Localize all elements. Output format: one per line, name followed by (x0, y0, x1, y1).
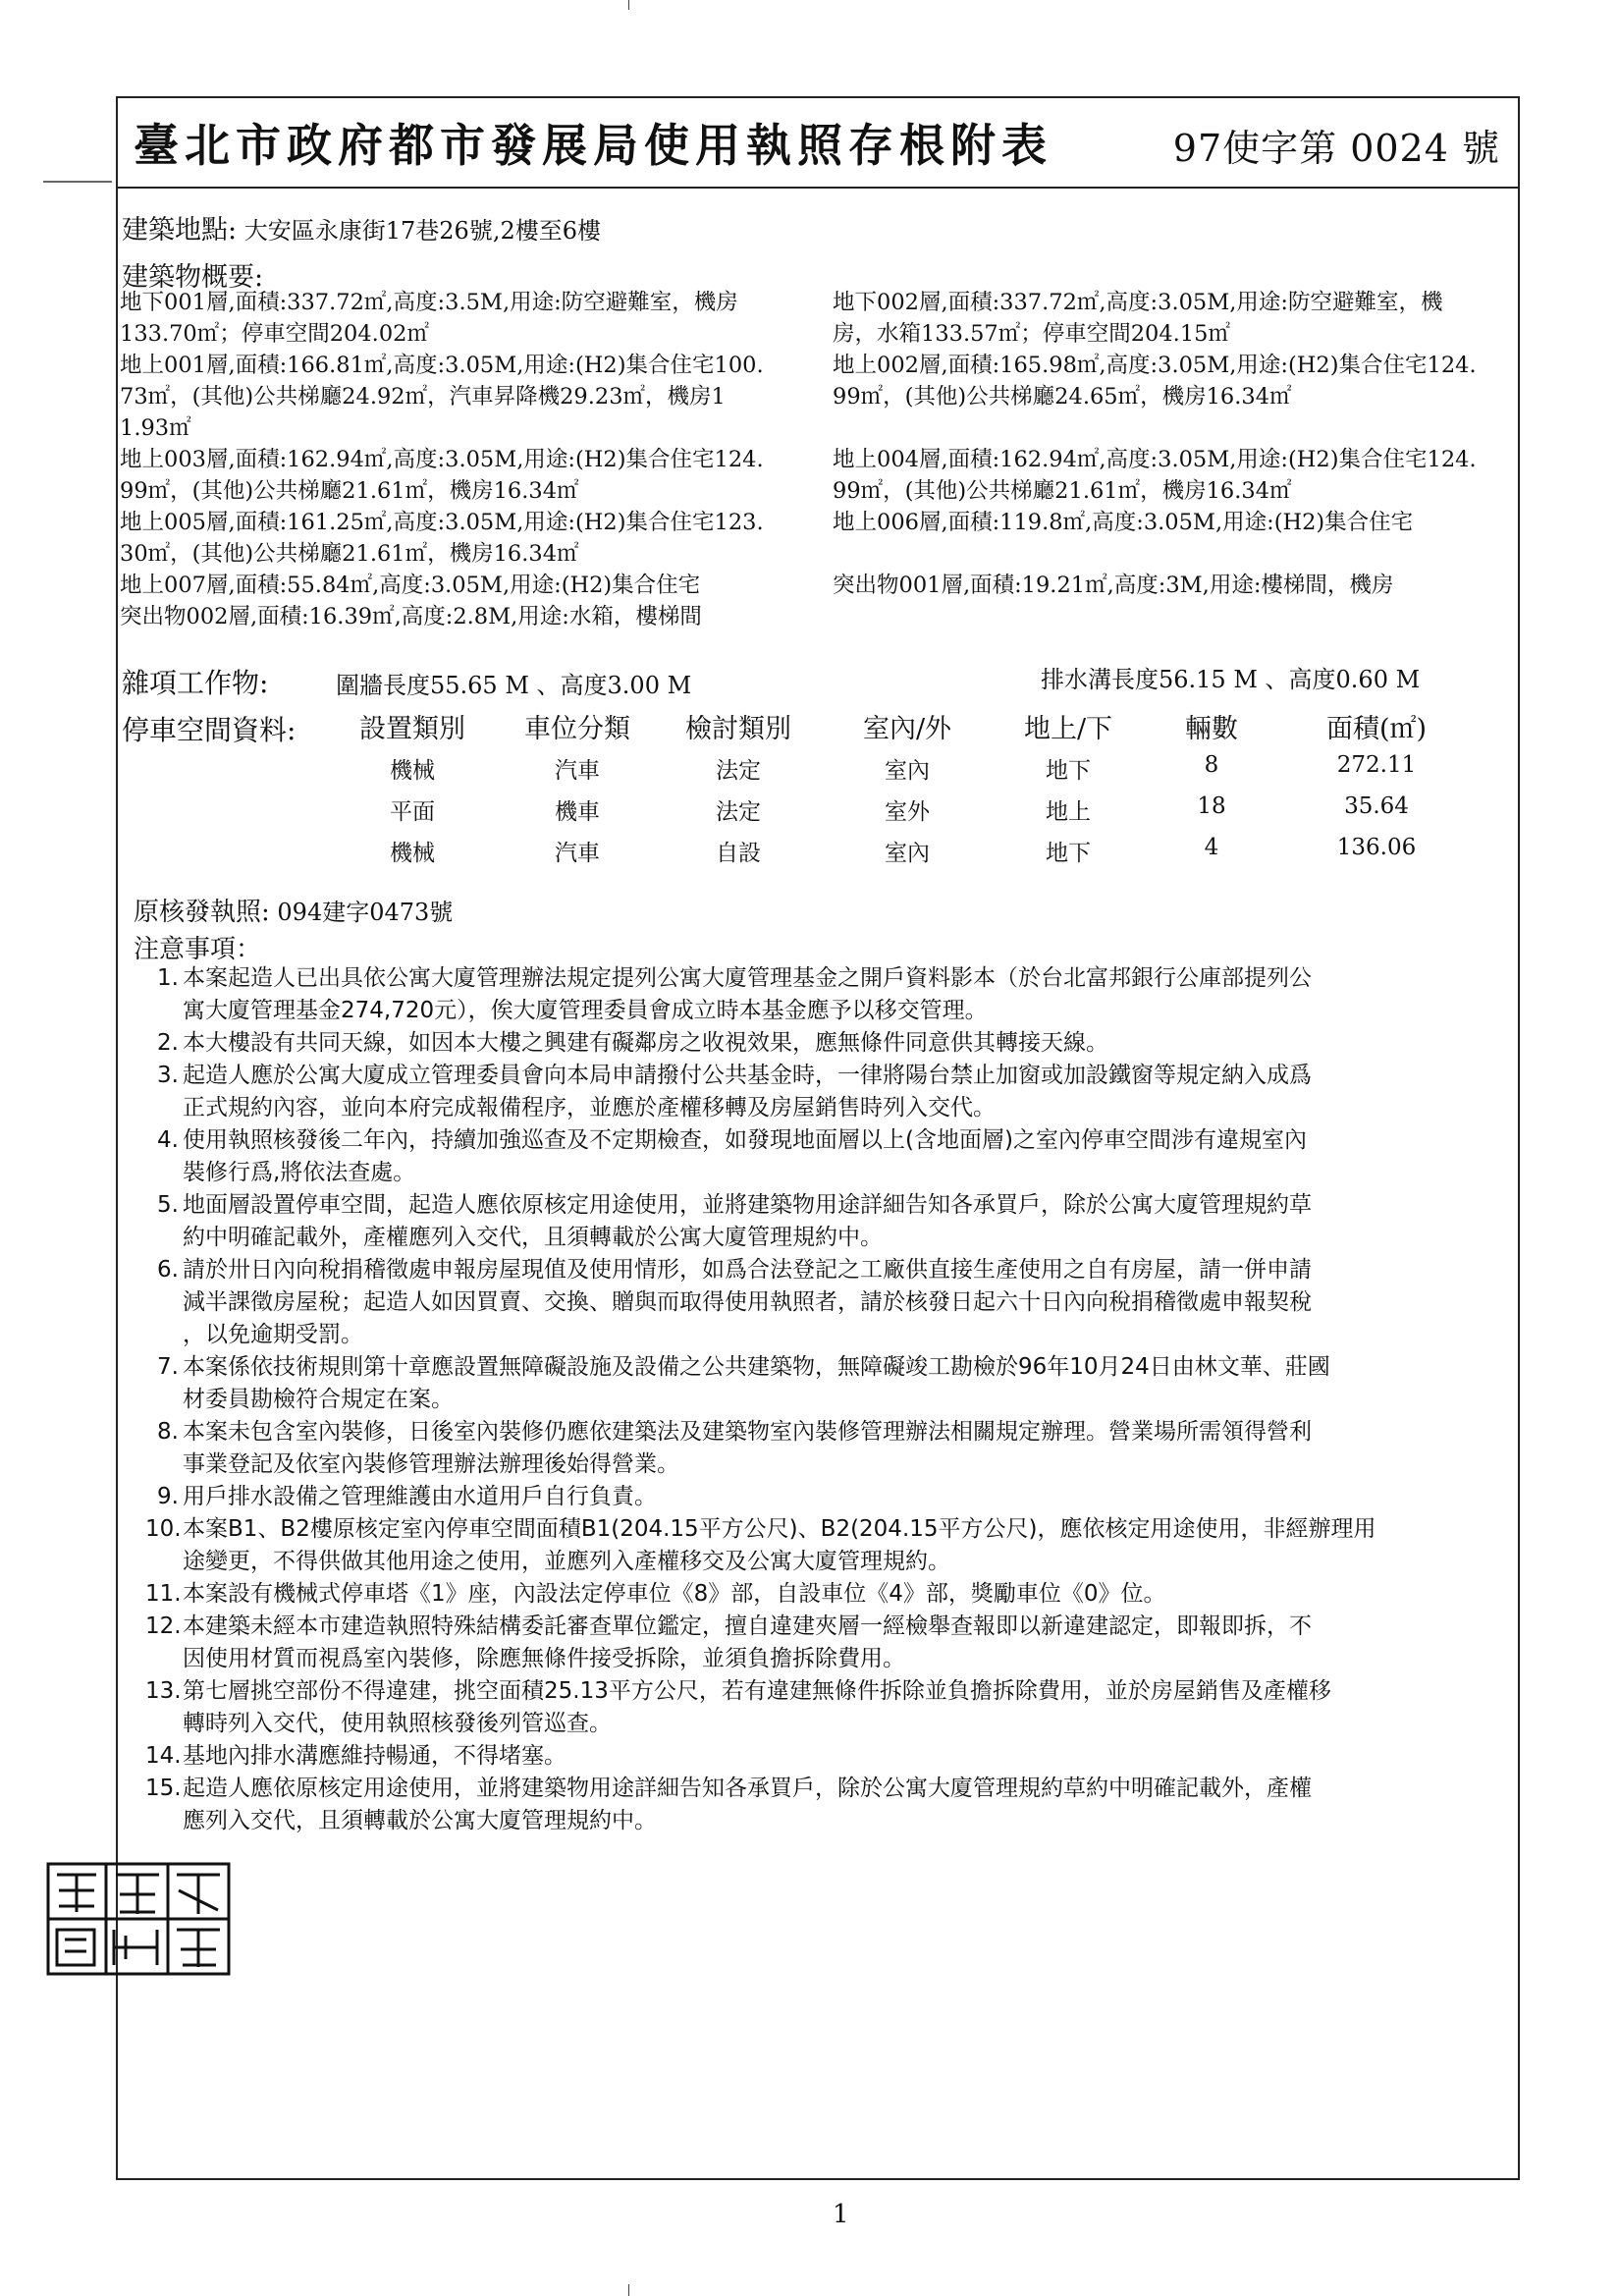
note-text (183, 1675, 1518, 1740)
note-item (145, 962, 1518, 1027)
note-line: 本案設有機械式停車塔《1》座，內設法定停車位《8》部，自設車位《4》部，獎勵車位《0》位。 (183, 1581, 1166, 1607)
note-line: 事業登記及依室內裝修管理辦法辦理後始得營業。 (183, 1451, 679, 1477)
note-line: ，以免逾期受罰。 (183, 1322, 363, 1347)
parking-cell: 室外 (885, 799, 930, 825)
note-text (183, 962, 1518, 1027)
note-number: 8. (157, 1419, 179, 1445)
overview-line: 30㎡，(其他)公共梯廳21.61㎡，機房16.34㎡ (120, 541, 579, 567)
overview-line: 地上006層,面積:119.8㎡,高度:3.05M,用途:(H2)集合住宅 (833, 510, 1414, 535)
note-line: 轉時列入交代，使用執照核發後列管巡查。 (183, 1711, 612, 1736)
parking-header-cell: 設置類別 (359, 714, 465, 744)
document-title: 臺北市政府都市發展局使用執照存根附表 (134, 119, 1052, 172)
note-item (145, 1578, 1518, 1611)
site-label: 建築地點: (122, 215, 238, 246)
note-line: 起造人應於公寓大廈成立管理委員會向本局申請撥付公共基金時，一律將陽台禁止加窗或加設鐵窗等規定納入成爲 (183, 1063, 1312, 1088)
note-item (145, 1351, 1518, 1416)
parking-cell: 法定 (716, 758, 761, 784)
note-number: 9. (157, 1484, 179, 1509)
note-item (145, 1416, 1518, 1481)
note-text (183, 1416, 1518, 1481)
note-item (145, 1060, 1518, 1124)
overview-line: 地上002層,面積:165.98㎡,高度:3.05M,用途:(H2)集合住宅124. (833, 353, 1477, 378)
note-line: 基地內排水溝應維持暢通，不得堵塞。 (183, 1743, 566, 1769)
note-text (183, 1027, 1518, 1060)
note-item (145, 1481, 1518, 1513)
overview-line: 地上004層,面積:162.94㎡,高度:3.05M,用途:(H2)集合住宅124. (833, 447, 1477, 472)
overview-right-column (833, 287, 1520, 601)
parking-header-cell: 輛數 (1185, 714, 1238, 744)
parking-cell: 室內 (885, 841, 930, 866)
note-number: 3. (157, 1063, 179, 1088)
overview-line: 133.70㎡；停車空間204.02㎡ (120, 321, 429, 347)
note-number: 10. (145, 1516, 182, 1542)
parking-cell: 地下 (1046, 841, 1091, 866)
note-text (183, 1773, 1518, 1837)
note-line: 正式規約內容，並向本府完成報備程序，並應於產權移轉及房屋銷售時列入交代。 (183, 1095, 996, 1121)
overview-label: 建築物概要: (122, 262, 264, 293)
original-permit-label: 原核發執照: (134, 898, 270, 927)
parking-header-cell: 室內/外 (862, 714, 952, 744)
note-line: 材委員勘檢符合規定在案。 (183, 1387, 454, 1412)
parking-header-cell: 車位分類 (524, 714, 630, 744)
overview-line: 房，水箱133.57㎡；停車空間204.15㎡ (833, 321, 1230, 347)
parking-cell: 35.64 (1344, 793, 1409, 819)
overview-line: 地上001層,面積:166.81㎡,高度:3.05M,用途:(H2)集合住宅100. (120, 353, 764, 378)
parking-cell: 汽車 (555, 758, 600, 784)
misc-wall: 圍牆長度55.65 M 、高度3.00 M (336, 672, 692, 699)
parking-cell: 自設 (716, 841, 761, 866)
note-number: 7. (157, 1354, 179, 1380)
parking-header-cell: 地上/下 (1023, 714, 1113, 744)
note-line: 裝修行爲,將依法查處。 (183, 1160, 416, 1185)
note-number: 14. (145, 1743, 182, 1769)
overview-line (833, 412, 1520, 444)
note-item (145, 1773, 1518, 1837)
note-item (145, 1611, 1518, 1675)
overview-line: 地上003層,面積:162.94㎡,高度:3.05M,用途:(H2)集合住宅124. (120, 447, 764, 472)
scan-mark-left (43, 181, 112, 183)
note-line: 減半課徵房屋稅；起造人如因買賣、交換、贈與而取得使用執照者，請於核發日起六十日內向稅捐稽徵處申報契稅 (183, 1289, 1312, 1315)
note-number: 13. (145, 1678, 182, 1704)
scan-mark-top (628, 0, 629, 10)
note-item (145, 1513, 1518, 1578)
note-item (145, 1740, 1518, 1773)
document-frame (116, 96, 1520, 2180)
notes-list (145, 962, 1518, 1837)
note-text (183, 1060, 1518, 1124)
note-line: 第七層挑空部份不得違建，挑空面積25.13平方公尺，若有違建無條件拆除並負擔拆除費用，並於房屋銷售及產權移 (183, 1678, 1331, 1704)
note-line: 寓大廈管理基金274,720元），俟大廈管理委員會成立時本基金應予以移交管理。 (183, 998, 988, 1023)
parking-header-cell: 檢討類別 (685, 714, 791, 744)
note-line: 本案起造人已出具依公寓大廈管理辦法規定提列公寓大廈管理基金之開戶資料影本（於台北富邦銀行公庫部提列公 (183, 965, 1312, 991)
note-line: 請於卅日內向稅捐稽徵處申報房屋現值及使用情形，如爲合法登記之工廠供直接生產使用之自有房屋，請一併申請 (183, 1257, 1312, 1283)
overview-line: 99㎡，(其他)公共梯廳24.65㎡，機房16.34㎡ (833, 384, 1292, 410)
note-line: 本案B1、B2樓原核定室內停車空間面積B1(204.15平方公尺)、B2(204.15平方公尺)，應依核定用途使用，非經辦理用 (183, 1516, 1376, 1542)
notes-title: 注意事項： (134, 935, 262, 964)
original-permit-value: 094建字0473號 (277, 899, 454, 926)
overview-line: 地下002層,面積:337.72㎡,高度:3.05M,用途:防空避難室，機 (833, 290, 1443, 315)
note-text (183, 1351, 1518, 1416)
parking-cell: 18 (1197, 793, 1226, 819)
overview-line (833, 538, 1520, 570)
note-text (183, 1189, 1518, 1254)
note-line: 途變更，不得供做其他用途之使用，並應列入產權移交及公寓大廈管理規約。 (183, 1549, 950, 1574)
note-item (145, 1124, 1518, 1189)
note-line: 約中明確記載外，產權應列入交代，且須轉載於公寓大廈管理規約中。 (183, 1225, 883, 1250)
note-line: 本案係依技術規則第十章應設置無障礙設施及設備之公共建築物，無障礙竣工勘檢於96年10月24日由林文華、莊國 (183, 1354, 1330, 1380)
overview-line: 地下001層,面積:337.72㎡,高度:3.5M,用途:防空避難室，機房 (120, 290, 738, 315)
note-text (183, 1578, 1518, 1611)
parking-cell: 機械 (390, 841, 435, 866)
note-number: 15. (145, 1776, 182, 1801)
parking-cell: 機車 (555, 799, 600, 825)
note-line: 地面層設置停車空間，起造人應依原核定用途使用，並將建築物用途詳細告知各承買戶，除於公寓大廈管理規約草 (183, 1192, 1312, 1218)
overview-line: 73㎡，(其他)公共梯廳24.92㎡，汽車昇降機29.23㎡，機房1 (120, 384, 726, 410)
page-number: 1 (833, 2200, 849, 2229)
overview-line: 99㎡，(其他)公共梯廳21.61㎡，機房16.34㎡ (833, 478, 1292, 504)
note-number: 2. (157, 1030, 179, 1056)
note-line: 本大樓設有共同天線，如因本大樓之興建有礙鄰房之收視效果，應無條件同意供其轉接天線。 (183, 1030, 1108, 1056)
parking-cell: 室內 (885, 758, 930, 784)
overview-line: 地上007層,面積:55.84㎡,高度:3.05M,用途:(H2)集合住宅 (120, 573, 701, 598)
parking-cell: 地上 (1046, 799, 1091, 825)
note-text (183, 1481, 1518, 1513)
parking-cell: 272.11 (1336, 752, 1417, 778)
overview-line: 突出物002層,面積:16.39㎡,高度:2.8M,用途:水箱，樓梯間 (120, 604, 702, 629)
note-item (145, 1254, 1518, 1351)
title-row (118, 98, 1518, 189)
overview-line: 突出物001層,面積:19.21㎡,高度:3M,用途:樓梯間，機房 (833, 573, 1394, 598)
note-number: 4. (157, 1127, 179, 1153)
parking-cell: 地下 (1046, 758, 1091, 784)
note-line: 起造人應依原核定用途使用，並將建築物用途詳細告知各承買戶，除於公寓大廈管理規約草約中明確記載外，產權 (183, 1776, 1312, 1801)
note-line: 使用執照核發後二年內，持續加強巡查及不定期檢查，如發現地面層以上(含地面層)之室內停車空間涉有違規室內 (183, 1127, 1307, 1153)
note-item (145, 1027, 1518, 1060)
site-row (122, 208, 601, 246)
note-item (145, 1675, 1518, 1740)
note-line: 應列入交代，且須轉載於公寓大廈管理規約中。 (183, 1808, 657, 1833)
overview-left-column (120, 287, 819, 632)
note-text (183, 1513, 1518, 1578)
parking-cell: 8 (1204, 752, 1219, 778)
note-line: 本案未包含室內裝修，日後室內裝修仍應依建築法及建築物室內裝修管理辦法相關規定辦理。營業場所需領得營利 (183, 1419, 1312, 1445)
note-number: 5. (157, 1192, 179, 1218)
scan-mark-bottom (628, 2284, 629, 2296)
note-text (183, 1124, 1518, 1189)
note-number: 12. (145, 1613, 182, 1639)
parking-cell: 4 (1204, 835, 1219, 860)
overview-line: 1.93㎡ (120, 415, 191, 441)
note-number: 11. (145, 1581, 182, 1607)
parking-cell: 汽車 (555, 841, 600, 866)
official-seal-stamp (45, 1861, 232, 1977)
parking-cell: 法定 (716, 799, 761, 825)
permit-number: 97使字第 0024 號 (1172, 127, 1500, 170)
note-line: 本建築未經本市建造執照特殊結構委託審查單位鑑定，擅自違建夾層一經檢舉查報即以新違建認定，即報即拆，不 (183, 1613, 1312, 1639)
parking-cell: 平面 (390, 799, 435, 825)
site-value: 大安區永康街17巷26號,2樓至6樓 (243, 217, 601, 245)
note-number: 6. (157, 1257, 179, 1283)
parking-cell: 136.06 (1336, 835, 1417, 860)
parking-label: 停車空間資料: (122, 714, 297, 746)
overview-line: 99㎡，(其他)公共梯廳21.61㎡，機房16.34㎡ (120, 478, 579, 504)
misc-works-label: 雜項工作物: (122, 667, 269, 699)
note-line: 用戶排水設備之管理維護由水道用戶自行負責。 (183, 1484, 657, 1509)
note-number: 1. (157, 965, 179, 991)
original-permit-row (134, 892, 453, 928)
parking-cell: 機械 (390, 758, 435, 784)
parking-header-cell: 面積(㎡) (1325, 714, 1428, 744)
note-text (183, 1611, 1518, 1675)
overview-line: 地上005層,面積:161.25㎡,高度:3.05M,用途:(H2)集合住宅123. (120, 510, 764, 535)
note-text (183, 1254, 1518, 1351)
note-line: 因使用材質而視爲室內裝修，除應無條件接受拆除，並須負擔拆除費用。 (183, 1646, 905, 1671)
misc-drain: 排水溝長度56.15 M 、高度0.60 M (1041, 666, 1421, 693)
note-item (145, 1189, 1518, 1254)
note-text (183, 1740, 1518, 1773)
